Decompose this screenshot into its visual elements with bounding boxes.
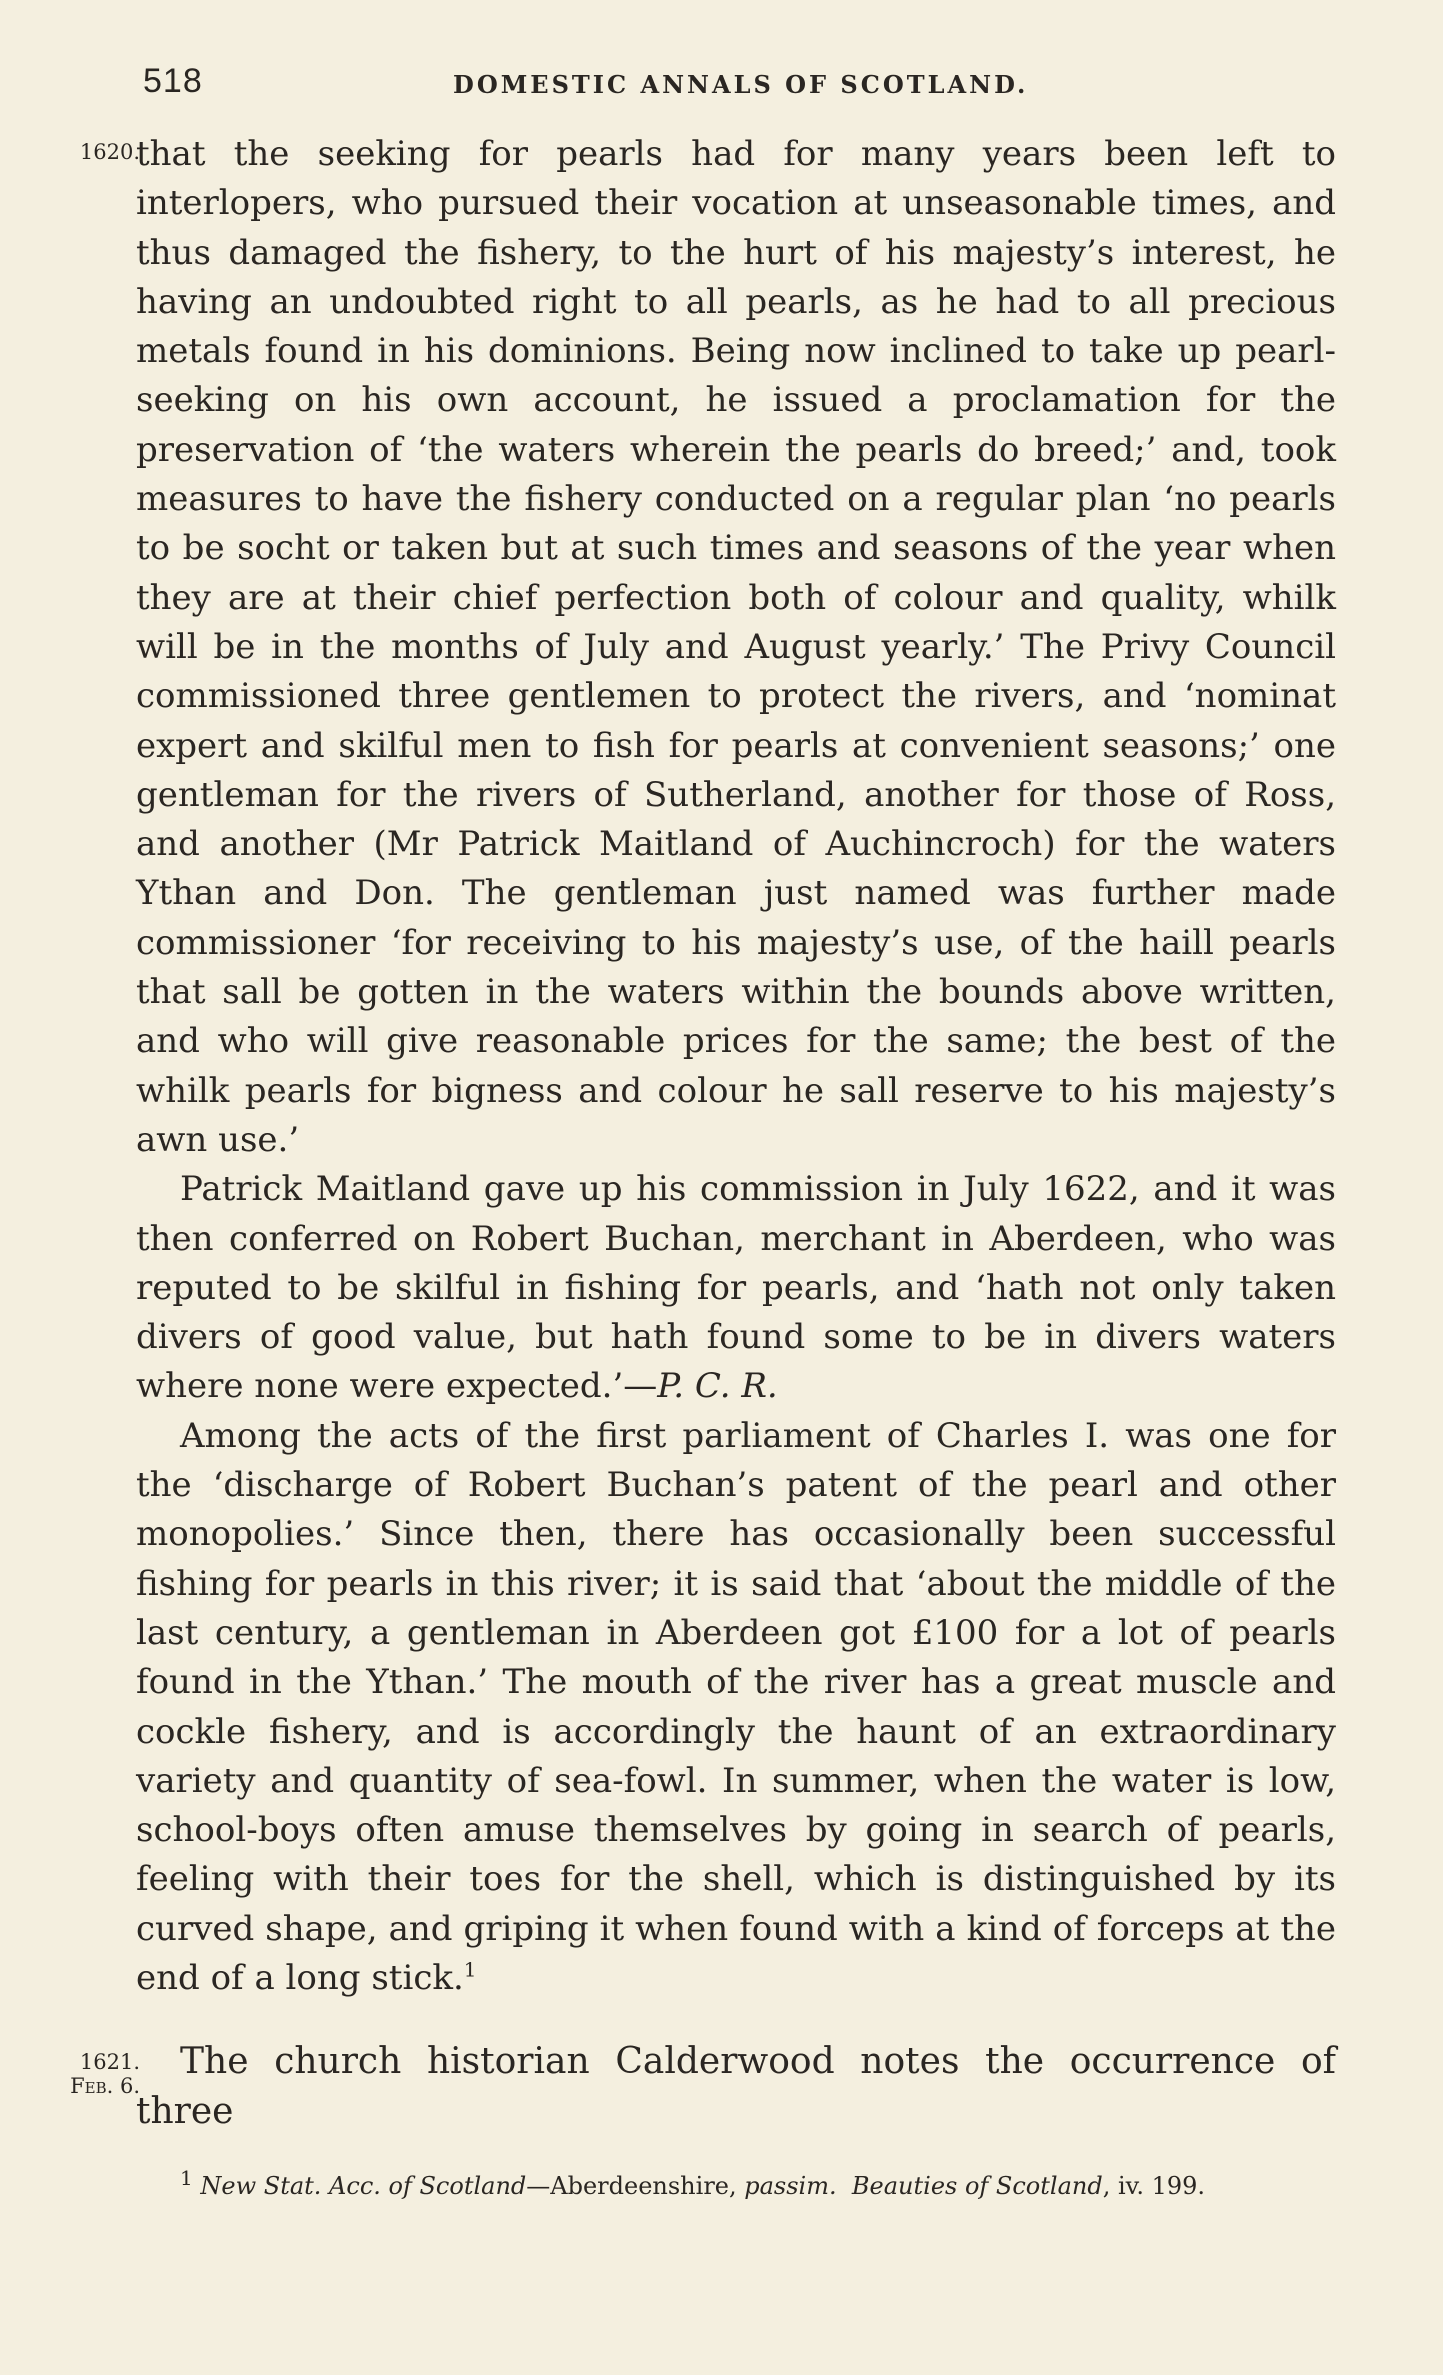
margin-year: 1621. [79,2050,140,2074]
margin-note-1621 [20,2050,140,2098]
paragraph-1: that the seeking for pearls had for many years been left to interlopers, who pursued their vocation at unseasonable times, and thus damaged the fishery, to the hurt of his majesty’s interest, he having an undoubted right to all pearls, as he had to all precious metals found in his dominions. Being now inclined to take up pearl-seeking on his own account, he issued a proclamation for the preservation of ‘the waters wherein the pearls do breed;’ and, took measures to have the fishery conducted on a regular plan ‘no pearls to be socht or taken but at such times and seasons of the year when they are at their chief perfection both of colour and quality, whilk will be in the months of July and August yearly.’ The Privy Council commissioned three gentlemen to protect the rivers, and ‘nominat expert and skilful men to fish for pearls at convenient seasons;’ one gentleman for the rivers of Sutherland, another for those of Ross, and another (Mr Patrick Maitland of Auchincroch) for the waters Ythan and Don. The gentleman just named was further made commissioner ‘for receiving to his majesty’s use, of the haill pearls that sall be gotten in the waters within the bounds above written, and who will give reasonable prices for the same; the best of the whilk pearls for bigness and colour he sall reserve to his majesty’s awn use.’ [136,134,1336,1160]
paragraph-4: The church historian Calderwood notes the occurrence of three [136,2041,1336,2132]
page-number: 518 [143,62,203,100]
footnote-marker: 1 [180,2166,193,2190]
footnote-reference: 1 [463,1957,477,1982]
paragraph-2-text: Patrick Maitland gave up his commission in July 1622, and it was then conferred on Robert Buchan, merchant in Aberdeen, who was reputed to be skilful in fishing for pearls, and ‘hath not only taken divers of good value, but hath found some to be in divers waters where none were expected.’— [136,1169,1336,1407]
paragraph-3 [136,1412,1336,2004]
paragraph-3-text: Among the acts of the first parliament of Charles I. was one for the ‘discharge of Robert Buchan’s patent of the pearl and other monopolies.’ Since then, there has occasionally been successful fishing for pearls in this river; it is said that ‘about the middle of the last century, a gentleman in Aberdeen got £100 for a lot of pearls found in the Ythan.’ The mouth of the river has a great muscle and cockle fishery, and is accordingly the haunt of an extraordinary variety and quantity of sea-fowl. In summer, when the water is low, school-boys often amuse themselves by going in search of pearls, feeling with their toes for the shell, which is distinguished by its curved shape, and griping it when found with a kind of forceps at the end of a long stick. [136,1415,1336,1998]
body-text [136,130,1336,2136]
footnote-passim: passim. [744,2172,837,2200]
footnote-source-1: New Stat. Acc. of Scotland [200,2172,527,2200]
margin-note-year-1620 [20,140,140,164]
footnote-text-1: —Aberdeenshire, [526,2172,745,2200]
margin-date: Feb. 6. [70,2074,140,2099]
page-header [143,62,1323,122]
running-title: DOMESTIC ANNALS OF SCOTLAND. [453,70,1029,99]
footnote [180,2166,1300,2200]
paragraph-2 [136,1165,1336,1411]
margin-year: 1620. [79,140,140,164]
footnote-source-2: Beauties of Scotland [851,2172,1103,2200]
footnote-text-2: , iv. 199. [1102,2172,1206,2200]
citation-pcr: P. C. R. [657,1366,778,1407]
